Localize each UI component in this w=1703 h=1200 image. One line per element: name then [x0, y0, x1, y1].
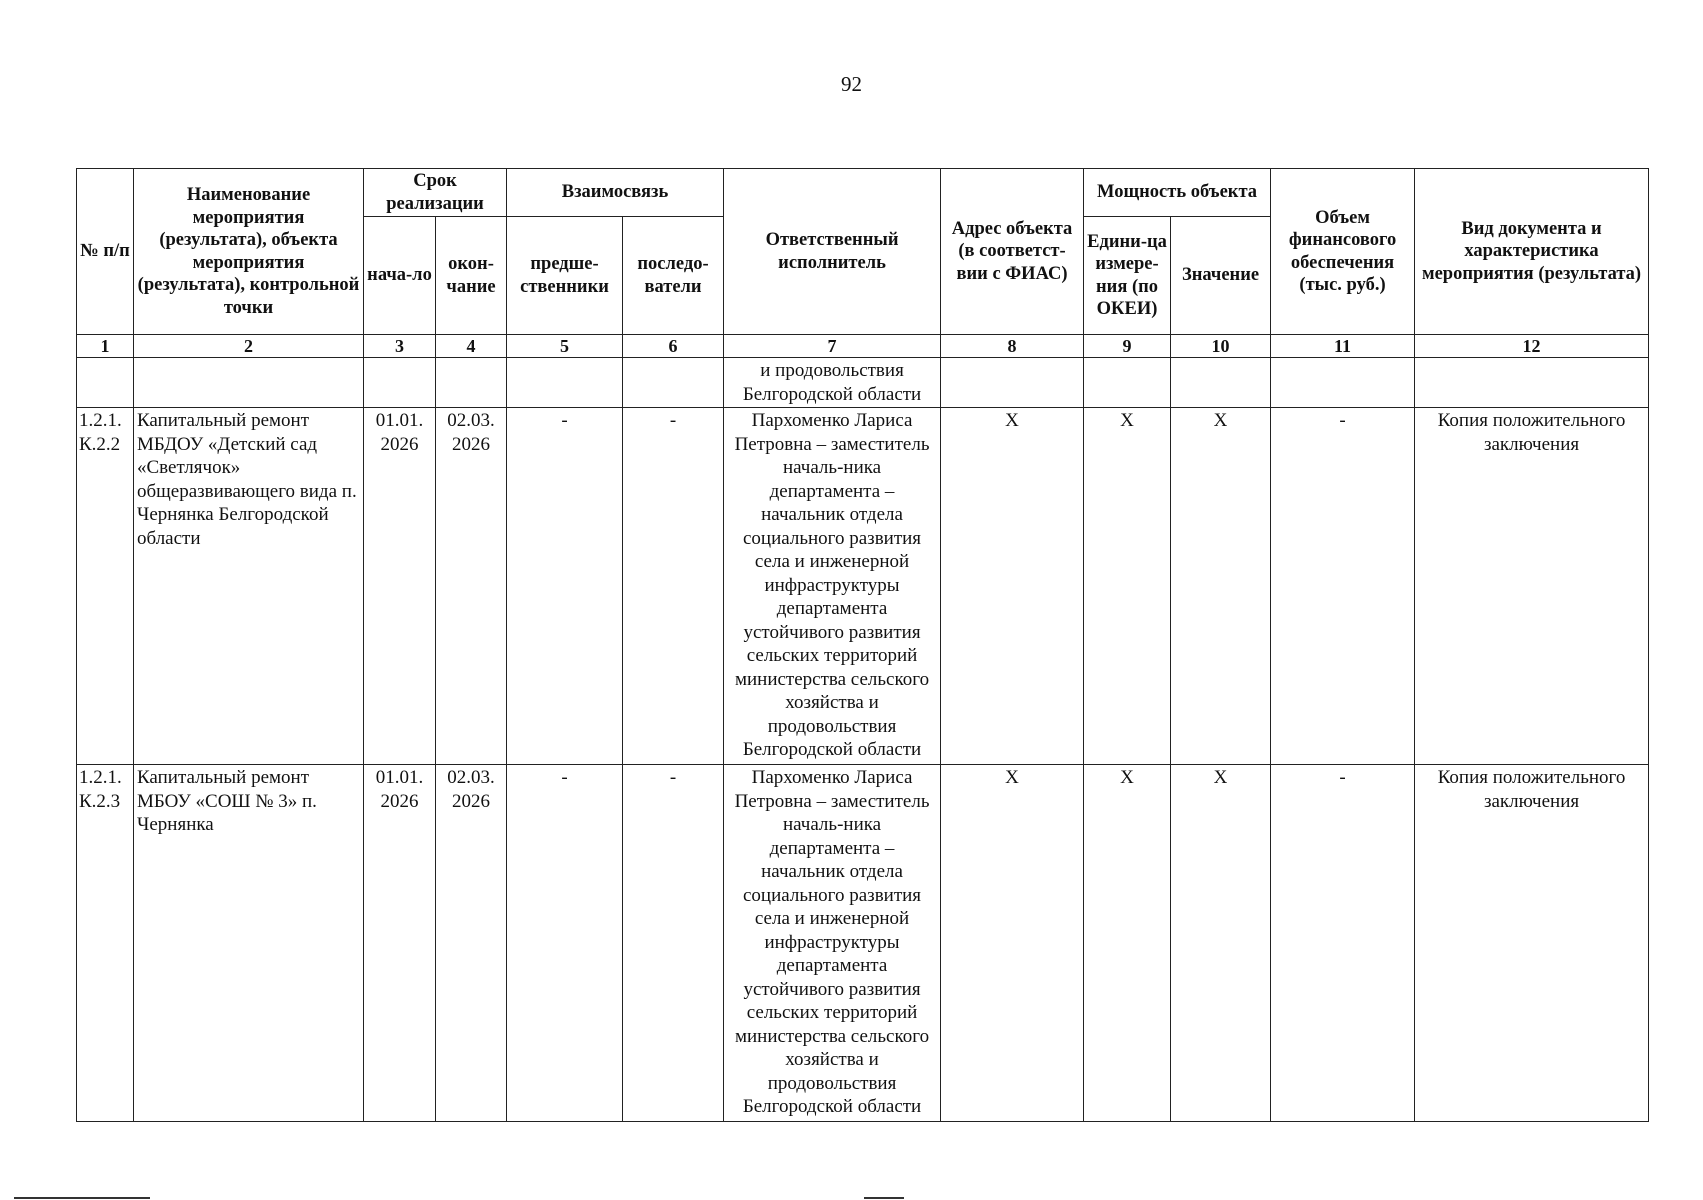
- event-name: Капитальный ремонт МБОУ «СОШ № 3» п. Чернянка: [134, 765, 364, 1122]
- column-number: 1: [77, 335, 134, 358]
- measure-unit: Х: [1084, 408, 1171, 765]
- document-type: Копия положительного заключения: [1415, 765, 1649, 1122]
- start-date: 01.01. 2026: [364, 765, 436, 1122]
- table-row: [77, 765, 1649, 1122]
- header-predecessors: предше-ственники: [507, 217, 623, 335]
- column-number: 6: [623, 335, 724, 358]
- column-number: 4: [436, 335, 507, 358]
- column-number: 9: [1084, 335, 1171, 358]
- column-number: 12: [1415, 335, 1649, 358]
- implementation-plan-table: [76, 168, 1649, 1122]
- column-number: 7: [724, 335, 941, 358]
- start-date: 01.01. 2026: [364, 408, 436, 765]
- footer-rule: [864, 1197, 904, 1199]
- measure-unit: Х: [1084, 765, 1171, 1122]
- table-row: [77, 408, 1649, 765]
- header-start: нача-ло: [364, 217, 436, 335]
- header-number: № п/п: [77, 169, 134, 335]
- footer-rule: [14, 1197, 150, 1199]
- event-name: Капитальный ремонт МБДОУ «Детский сад «Светлячок» общеразвивающего вида п. Чернянка Белгородской области: [134, 408, 364, 765]
- header-name: Наименование мероприятия (результата), объекта мероприятия (результата), контрольной точки: [134, 169, 364, 335]
- column-number: 8: [941, 335, 1084, 358]
- object-address: Х: [941, 408, 1084, 765]
- header-successors: последо-ватели: [623, 217, 724, 335]
- header-capacity-group: Мощность объекта: [1084, 169, 1271, 217]
- page-number: 92: [841, 72, 862, 96]
- header-end: окон-чание: [436, 217, 507, 335]
- header-document: Вид документа и характеристика мероприятия (результата): [1415, 169, 1649, 335]
- header-funding: Объем финансового обеспечения (тыс. руб.): [1271, 169, 1415, 335]
- column-number: 3: [364, 335, 436, 358]
- header-unit: Едини-ца измере-ния (по ОКЕИ): [1084, 217, 1171, 335]
- header-term-group: Срок реализации: [364, 169, 507, 217]
- responsible-executor: Пархоменко Лариса Петровна – заместитель началь-ника департамента – начальник отдела социального развития села и инженерной инфраструктуры департамента устойчивого развития сельских территорий министерства сельского хозяйства и продовольствия Белгородской области: [724, 408, 941, 765]
- funding-volume: -: [1271, 408, 1415, 765]
- document-type: Копия положительного заключения: [1415, 408, 1649, 765]
- capacity-value: Х: [1171, 408, 1271, 765]
- continuation-row: [77, 358, 1649, 408]
- column-number: 10: [1171, 335, 1271, 358]
- row-number: 1.2.1. К.2.3: [77, 765, 134, 1122]
- funding-volume: -: [1271, 765, 1415, 1122]
- end-date: 02.03. 2026: [436, 765, 507, 1122]
- column-number: 11: [1271, 335, 1415, 358]
- capacity-value: Х: [1171, 765, 1271, 1122]
- successors: -: [623, 408, 724, 765]
- header-link-group: Взаимосвязь: [507, 169, 724, 217]
- column-number: 5: [507, 335, 623, 358]
- successors: -: [623, 765, 724, 1122]
- column-number: 2: [134, 335, 364, 358]
- object-address: Х: [941, 765, 1084, 1122]
- end-date: 02.03. 2026: [436, 408, 507, 765]
- header-address: Адрес объекта (в соответст-вии с ФИАС): [941, 169, 1084, 335]
- header-value: Значение: [1171, 217, 1271, 335]
- row-number: 1.2.1. К.2.2: [77, 408, 134, 765]
- responsible-executor: Пархоменко Лариса Петровна – заместитель началь-ника департамента – начальник отдела социального развития села и инженерной инфраструктуры департамента устойчивого развития сельских территорий министерства сельского хозяйства и продовольствия Белгородской области: [724, 765, 941, 1122]
- continuation-executor: и продовольствия Белгородской области: [724, 358, 941, 408]
- predecessors: -: [507, 408, 623, 765]
- header-executor: Ответственный исполнитель: [724, 169, 941, 335]
- predecessors: -: [507, 765, 623, 1122]
